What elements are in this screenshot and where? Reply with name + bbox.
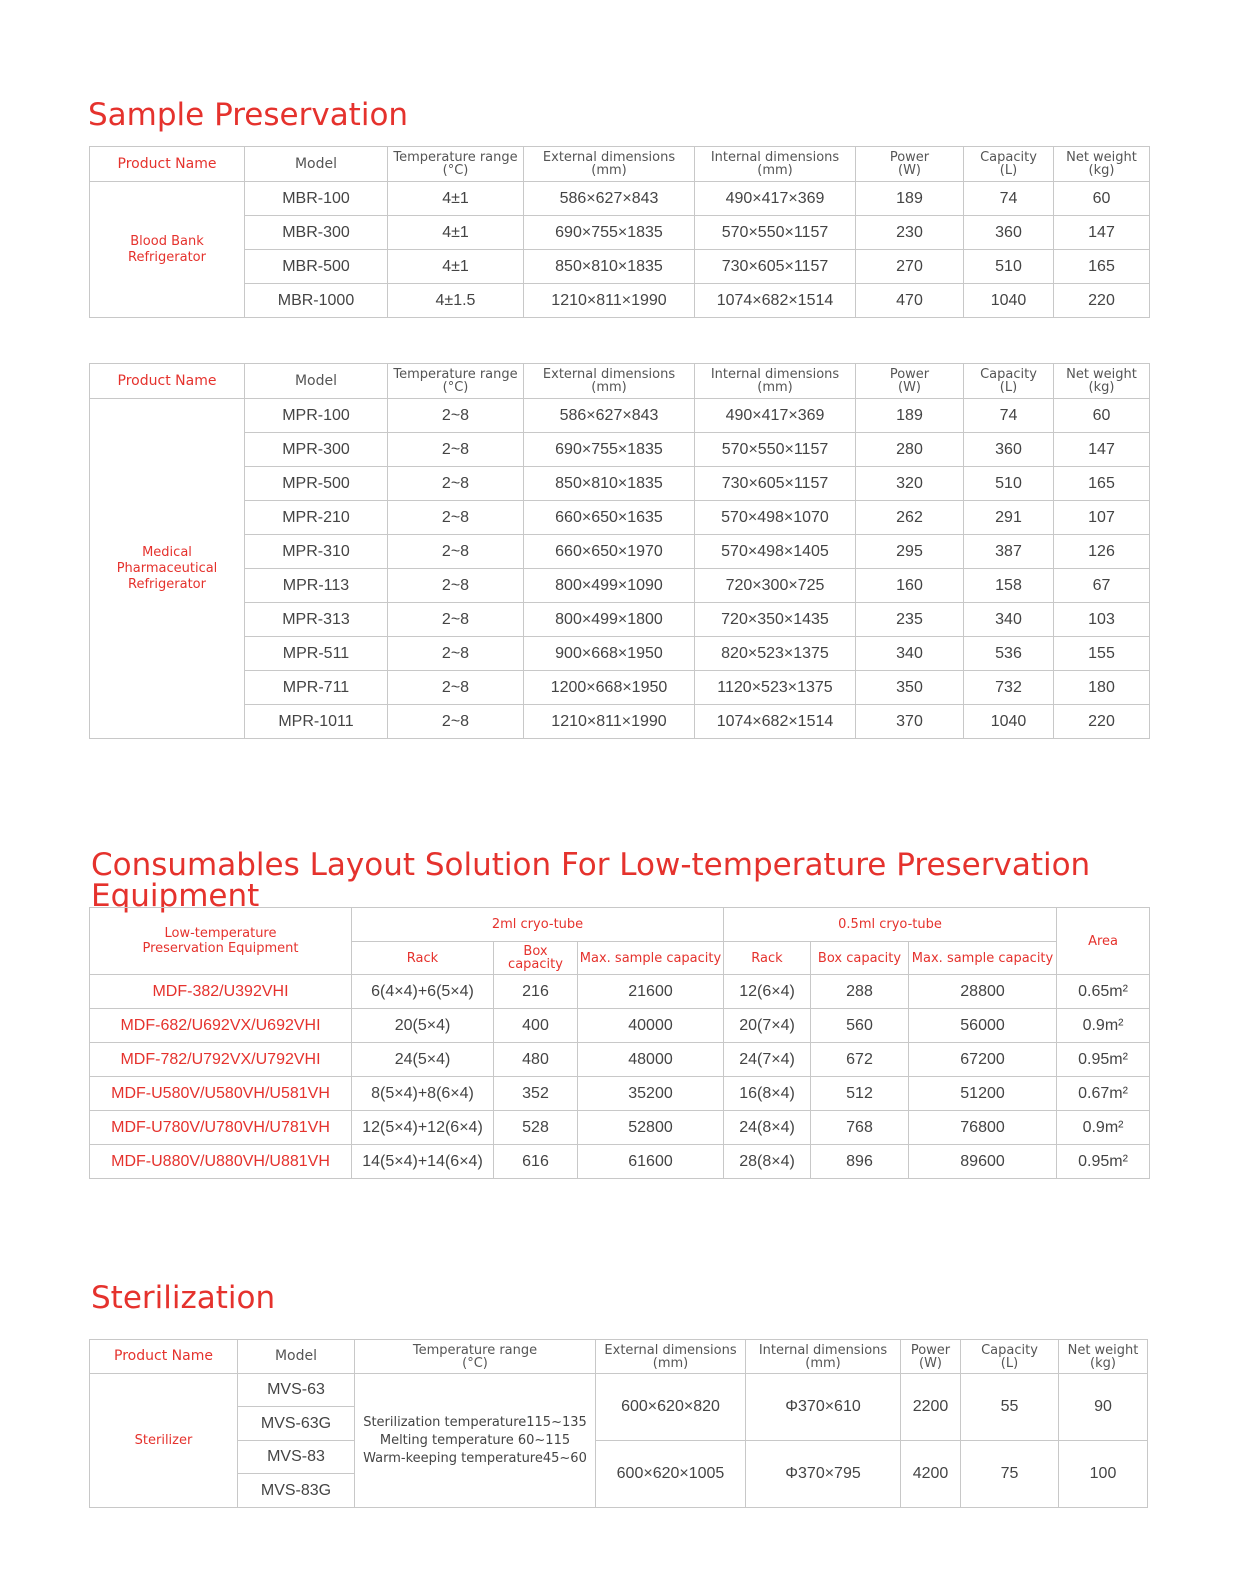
power-cell: 350 [856,671,964,705]
model-cell: MVS-83G [238,1474,355,1508]
table-row [90,603,1150,637]
header-external-dimensions: External dimensions (mm) [524,147,695,182]
temperature-cell: 4±1 [388,216,524,250]
rack-2ml-cell: 24(5×4) [352,1043,494,1077]
net-weight-cell: 165 [1054,250,1150,284]
rack-05ml-cell: 24(7×4) [724,1043,811,1077]
model-cell: MVS-63G [238,1407,355,1441]
temperature-cell: 4±1.5 [388,284,524,318]
power-cell: 4200 [901,1441,961,1508]
max-sample-05ml-cell: 76800 [909,1111,1057,1145]
power-cell: 470 [856,284,964,318]
net-weight-cell: 126 [1054,535,1150,569]
external-dimensions-cell: 690×755×1835 [524,433,695,467]
capacity-cell: 291 [964,501,1054,535]
header-box-capacity: Box capacity [811,942,909,975]
temperature-cell: 2~8 [388,535,524,569]
power-cell: 235 [856,603,964,637]
table-row [90,535,1150,569]
box-capacity-2ml-cell: 480 [494,1043,578,1077]
capacity-cell: 74 [964,399,1054,433]
capacity-cell: 74 [964,182,1054,216]
area-cell: 0.95m² [1057,1145,1150,1179]
table-row [90,1077,1150,1111]
internal-dimensions-cell: 1074×682×1514 [695,705,856,739]
external-dimensions-cell: 850×810×1835 [524,467,695,501]
table-row [90,250,1150,284]
header-capacity: Capacity (L) [964,364,1054,399]
temperature-cell: 4±1 [388,182,524,216]
box-capacity-05ml-cell: 288 [811,975,909,1009]
header-net-weight: Net weight (kg) [1054,147,1150,182]
header-model: Model [238,1340,355,1374]
capacity-cell: 360 [964,433,1054,467]
external-dimensions-cell: 600×620×820 [596,1374,746,1441]
header-rack: Rack [724,942,811,975]
model-cell: MPR-1011 [245,705,388,739]
consumables-table [89,907,1150,1179]
capacity-cell: 1040 [964,705,1054,739]
temperature-note-cell: Sterilization temperature115~135 Melting temperature 60~115 Warm-keeping temperature45~60 [355,1374,596,1508]
internal-dimensions-cell: Φ370×610 [746,1374,901,1441]
header-model: Model [245,147,388,182]
net-weight-cell: 147 [1054,216,1150,250]
internal-dimensions-cell: 1074×682×1514 [695,284,856,318]
sterilization-title: Sterilization [91,1280,276,1316]
header-05ml-cryo-tube: 0.5ml cryo-tube [724,908,1057,942]
header-2ml-cryo-tube: 2ml cryo-tube [352,908,724,942]
model-cell: MPR-511 [245,637,388,671]
rack-05ml-cell: 24(8×4) [724,1111,811,1145]
header-power: Power (W) [856,147,964,182]
table-row [90,975,1150,1009]
header-internal-dimensions: Internal dimensions (mm) [695,364,856,399]
box-capacity-2ml-cell: 352 [494,1077,578,1111]
sterilizer-table [89,1339,1148,1508]
header-box-capacity: Box capacity [494,942,578,975]
equipment-model-cell: MDF-U880V/U880VH/U881VH [90,1145,352,1179]
net-weight-cell: 220 [1054,705,1150,739]
table-row [90,399,1150,433]
header-max-sample-capacity: Max. sample capacity [578,942,724,975]
sample-preservation-title: Sample Preservation [88,97,409,133]
rack-05ml-cell: 20(7×4) [724,1009,811,1043]
max-sample-05ml-cell: 67200 [909,1043,1057,1077]
equipment-model-cell: MDF-682/U692VX/U692VHI [90,1009,352,1043]
rack-05ml-cell: 16(8×4) [724,1077,811,1111]
net-weight-cell: 100 [1059,1441,1148,1508]
max-sample-2ml-cell: 40000 [578,1009,724,1043]
rack-2ml-cell: 12(5×4)+12(6×4) [352,1111,494,1145]
external-dimensions-cell: 690×755×1835 [524,216,695,250]
model-cell: MPR-313 [245,603,388,637]
table-row [90,182,1150,216]
model-cell: MBR-300 [245,216,388,250]
area-cell: 0.9m² [1057,1111,1150,1145]
pharmaceutical-table [89,363,1150,739]
header-capacity: Capacity (L) [961,1340,1059,1374]
net-weight-cell: 67 [1054,569,1150,603]
temperature-cell: 2~8 [388,433,524,467]
model-cell: MPR-100 [245,399,388,433]
power-cell: 262 [856,501,964,535]
header-net-weight: Net weight (kg) [1054,364,1150,399]
temperature-cell: 2~8 [388,569,524,603]
header-product-name: Product Name [90,364,245,399]
header-temperature-range: Temperature range (°C) [388,364,524,399]
net-weight-cell: 220 [1054,284,1150,318]
area-cell: 0.65m² [1057,975,1150,1009]
header-rack: Rack [352,942,494,975]
external-dimensions-cell: 660×650×1970 [524,535,695,569]
header-equipment: Low-temperature Preservation Equipment [90,908,352,975]
table-row [90,433,1150,467]
model-cell: MPR-500 [245,467,388,501]
external-dimensions-cell: 800×499×1800 [524,603,695,637]
model-cell: MPR-113 [245,569,388,603]
internal-dimensions-cell: 570×498×1405 [695,535,856,569]
model-cell: MBR-100 [245,182,388,216]
max-sample-2ml-cell: 21600 [578,975,724,1009]
box-capacity-05ml-cell: 672 [811,1043,909,1077]
header-internal-dimensions: Internal dimensions (mm) [695,147,856,182]
box-capacity-2ml-cell: 616 [494,1145,578,1179]
max-sample-05ml-cell: 89600 [909,1145,1057,1179]
header-power: Power (W) [901,1340,961,1374]
internal-dimensions-cell: 720×350×1435 [695,603,856,637]
net-weight-cell: 180 [1054,671,1150,705]
equipment-model-cell: MDF-U780V/U780VH/U781VH [90,1111,352,1145]
power-cell: 295 [856,535,964,569]
temperature-cell: 2~8 [388,603,524,637]
header-net-weight: Net weight (kg) [1059,1340,1148,1374]
equipment-model-cell: MDF-782/U792VX/U792VHI [90,1043,352,1077]
max-sample-2ml-cell: 61600 [578,1145,724,1179]
capacity-cell: 55 [961,1374,1059,1441]
box-capacity-2ml-cell: 400 [494,1009,578,1043]
power-cell: 270 [856,250,964,284]
external-dimensions-cell: 900×668×1950 [524,637,695,671]
max-sample-05ml-cell: 51200 [909,1077,1057,1111]
internal-dimensions-cell: 490×417×369 [695,182,856,216]
table-row [90,637,1150,671]
capacity-cell: 340 [964,603,1054,637]
box-capacity-05ml-cell: 896 [811,1145,909,1179]
internal-dimensions-cell: 490×417×369 [695,399,856,433]
box-capacity-05ml-cell: 512 [811,1077,909,1111]
box-capacity-05ml-cell: 560 [811,1009,909,1043]
model-cell: MVS-83 [238,1441,355,1474]
table-row [90,671,1150,705]
header-temperature-range: Temperature range (°C) [388,147,524,182]
power-cell: 280 [856,433,964,467]
model-cell: MPR-711 [245,671,388,705]
external-dimensions-cell: 1210×811×1990 [524,705,695,739]
net-weight-cell: 103 [1054,603,1150,637]
capacity-cell: 732 [964,671,1054,705]
temperature-cell: 2~8 [388,467,524,501]
external-dimensions-cell: 850×810×1835 [524,250,695,284]
box-capacity-2ml-cell: 216 [494,975,578,1009]
table-row [90,1043,1150,1077]
capacity-cell: 158 [964,569,1054,603]
capacity-cell: 1040 [964,284,1054,318]
net-weight-cell: 155 [1054,637,1150,671]
external-dimensions-cell: 1210×811×1990 [524,284,695,318]
header-external-dimensions: External dimensions (mm) [596,1340,746,1374]
capacity-cell: 536 [964,637,1054,671]
capacity-cell: 360 [964,216,1054,250]
internal-dimensions-cell: 820×523×1375 [695,637,856,671]
power-cell: 370 [856,705,964,739]
net-weight-cell: 90 [1059,1374,1148,1441]
model-cell: MPR-310 [245,535,388,569]
model-cell: MBR-500 [245,250,388,284]
power-cell: 189 [856,182,964,216]
rack-2ml-cell: 8(5×4)+8(6×4) [352,1077,494,1111]
net-weight-cell: 60 [1054,399,1150,433]
rack-2ml-cell: 20(5×4) [352,1009,494,1043]
equipment-model-cell: MDF-382/U392VHI [90,975,352,1009]
capacity-cell: 75 [961,1441,1059,1508]
rack-05ml-cell: 12(6×4) [724,975,811,1009]
area-cell: 0.67m² [1057,1077,1150,1111]
rack-2ml-cell: 14(5×4)+14(6×4) [352,1145,494,1179]
header-product-name: Product Name [90,147,245,182]
power-cell: 230 [856,216,964,250]
product-name-cell: Blood Bank Refrigerator [90,182,245,318]
external-dimensions-cell: 800×499×1090 [524,569,695,603]
capacity-cell: 387 [964,535,1054,569]
header-external-dimensions: External dimensions (mm) [524,364,695,399]
capacity-cell: 510 [964,250,1054,284]
header-area: Area [1057,908,1150,975]
net-weight-cell: 147 [1054,433,1150,467]
net-weight-cell: 60 [1054,182,1150,216]
temperature-cell: 2~8 [388,399,524,433]
internal-dimensions-cell: 730×605×1157 [695,467,856,501]
header-capacity: Capacity (L) [964,147,1054,182]
max-sample-2ml-cell: 35200 [578,1077,724,1111]
table-row [90,1009,1150,1043]
internal-dimensions-cell: 570×550×1157 [695,433,856,467]
temperature-cell: 2~8 [388,637,524,671]
table-row [90,1111,1150,1145]
header-max-sample-capacity: Max. sample capacity [909,942,1057,975]
model-cell: MVS-63 [238,1374,355,1407]
max-sample-2ml-cell: 48000 [578,1043,724,1077]
external-dimensions-cell: 660×650×1635 [524,501,695,535]
equipment-model-cell: MDF-U580V/U580VH/U581VH [90,1077,352,1111]
internal-dimensions-cell: 730×605×1157 [695,250,856,284]
table-row [90,501,1150,535]
header-internal-dimensions: Internal dimensions (mm) [746,1340,901,1374]
net-weight-cell: 165 [1054,467,1150,501]
table-row [90,284,1150,318]
header-temperature-range: Temperature range (°C) [355,1340,596,1374]
external-dimensions-cell: 600×620×1005 [596,1441,746,1508]
product-name-cell: Medical Pharmaceutical Refrigerator [90,399,245,739]
temperature-cell: 2~8 [388,501,524,535]
external-dimensions-cell: 1200×668×1950 [524,671,695,705]
model-cell: MPR-300 [245,433,388,467]
table-row [90,1145,1150,1179]
header-product-name: Product Name [90,1340,238,1374]
consumables-title: Consumables Layout Solution For Low-temperature Preservation Equipment [91,847,1091,914]
box-capacity-2ml-cell: 528 [494,1111,578,1145]
internal-dimensions-cell: 570×550×1157 [695,216,856,250]
model-cell: MBR-1000 [245,284,388,318]
table-row [90,216,1150,250]
table-row [90,569,1150,603]
external-dimensions-cell: 586×627×843 [524,399,695,433]
area-cell: 0.95m² [1057,1043,1150,1077]
area-cell: 0.9m² [1057,1009,1150,1043]
temperature-cell: 2~8 [388,705,524,739]
table-row [90,705,1150,739]
header-model: Model [245,364,388,399]
internal-dimensions-cell: 1120×523×1375 [695,671,856,705]
table-row [90,467,1150,501]
temperature-cell: 4±1 [388,250,524,284]
power-cell: 2200 [901,1374,961,1441]
max-sample-05ml-cell: 56000 [909,1009,1057,1043]
power-cell: 189 [856,399,964,433]
external-dimensions-cell: 586×627×843 [524,182,695,216]
power-cell: 320 [856,467,964,501]
power-cell: 160 [856,569,964,603]
max-sample-2ml-cell: 52800 [578,1111,724,1145]
header-power: Power (W) [856,364,964,399]
rack-2ml-cell: 6(4×4)+6(5×4) [352,975,494,1009]
net-weight-cell: 107 [1054,501,1150,535]
rack-05ml-cell: 28(8×4) [724,1145,811,1179]
max-sample-05ml-cell: 28800 [909,975,1057,1009]
internal-dimensions-cell: 720×300×725 [695,569,856,603]
model-cell: MPR-210 [245,501,388,535]
blood-bank-table [89,146,1150,318]
temperature-cell: 2~8 [388,671,524,705]
box-capacity-05ml-cell: 768 [811,1111,909,1145]
power-cell: 340 [856,637,964,671]
internal-dimensions-cell: 570×498×1070 [695,501,856,535]
product-name-cell: Sterilizer [90,1374,238,1508]
capacity-cell: 510 [964,467,1054,501]
internal-dimensions-cell: Φ370×795 [746,1441,901,1508]
